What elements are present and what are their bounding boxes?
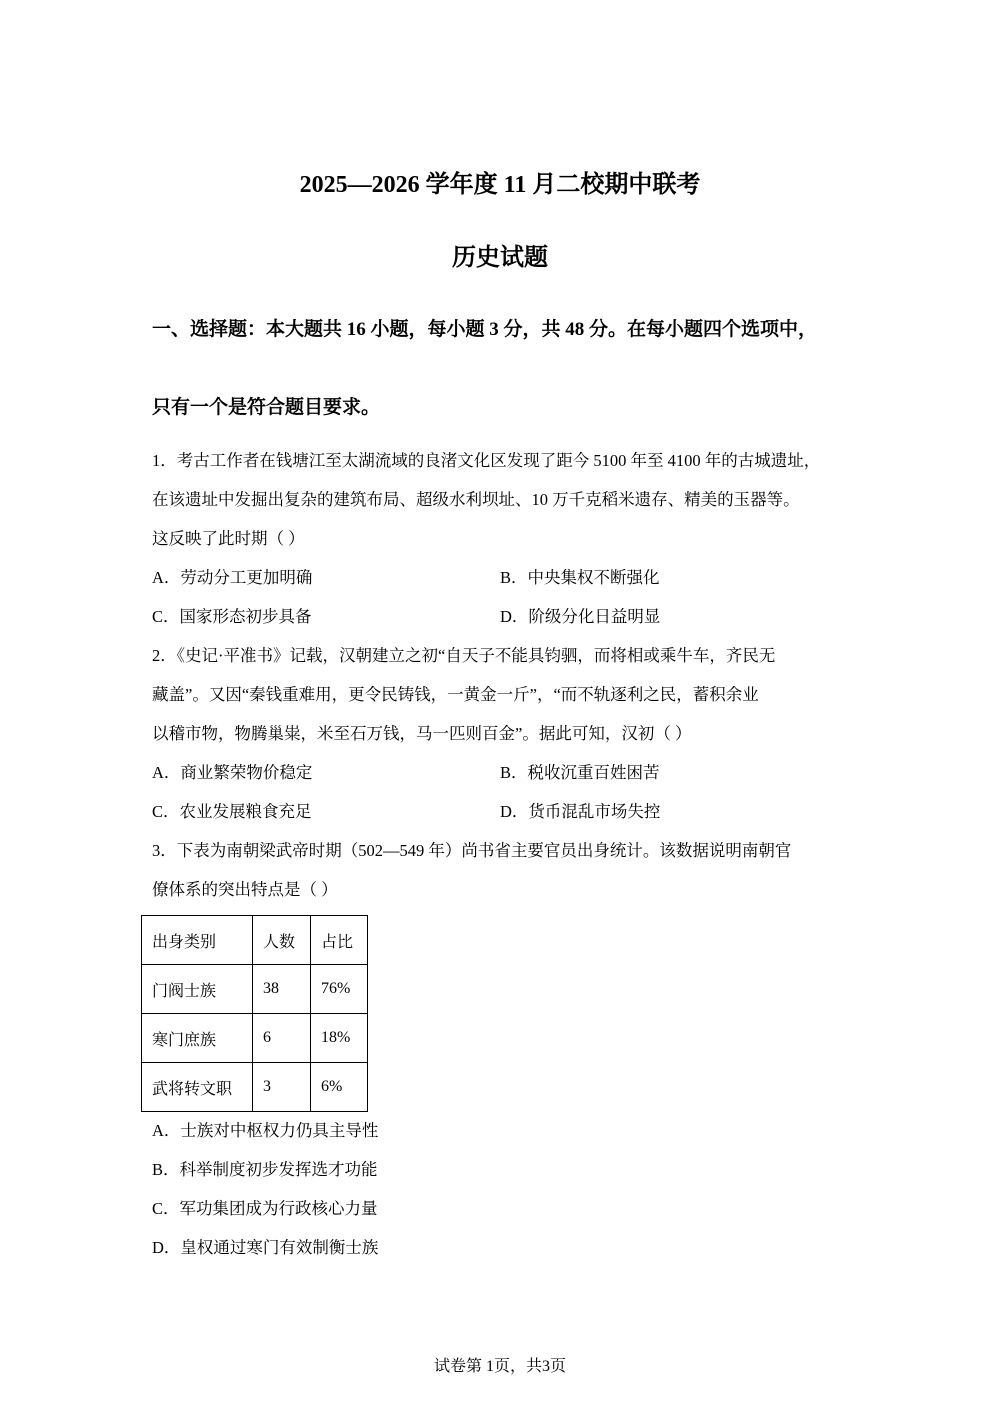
- table-cell: 3: [253, 1063, 311, 1112]
- question-1-text-line-2: 在该遗址中发掘出复杂的建筑布局、超级水利坝址、10 万千克稻米遗存、精美的玉器等。: [152, 490, 800, 509]
- official-origin-table: [141, 915, 368, 1112]
- table-cell: 6%: [311, 1063, 368, 1112]
- exam-title: 2025—2026 学年度 11 月二校期中联考: [299, 172, 701, 198]
- question-3-text-line-1: 3．下表为南朝梁武帝时期（502—549 年）尚书省主要官员出身统计。该数据说明南朝官: [152, 841, 792, 860]
- question-1-text-line-1: 1．考古工作者在钱塘江至太湖流域的良渚文化区发现了距今 5100 年至 4100 年的古城遗址，: [152, 451, 821, 470]
- question-2-text-line-3: 以稽市物，物腾巢粜，米至石万钱，马一匹则百金”。据此可知，汉初（ ）: [152, 724, 692, 743]
- table-row: [142, 1063, 368, 1112]
- table-cell: 18%: [311, 1014, 368, 1063]
- table-header-cell: 占比: [311, 916, 368, 965]
- table-row: [142, 1014, 368, 1063]
- table-header-cell: 出身类别: [142, 916, 253, 965]
- question-2-option-c: C．农业发展粮食充足: [152, 802, 312, 821]
- question-2-option-d: D．货币混乱市场失控: [500, 802, 661, 821]
- table-cell: 寒门庶族: [142, 1014, 253, 1063]
- page-footer: 试卷第 1页，共3页: [433, 1358, 566, 1375]
- question-3-option-a: A．士族对中枢权力仍具主导性: [152, 1121, 379, 1140]
- question-2-text-line-2: 藏盖”。又因“秦钱重难用，更令民铸钱，一黄金一斤”，“而不轨逐利之民，蓄积余业: [152, 685, 759, 704]
- question-1-option-a: A．劳动分工更加明确: [152, 568, 313, 587]
- table-cell: 76%: [311, 965, 368, 1014]
- table-cell: 门阀士族: [142, 965, 253, 1014]
- table-cell: 武将转文职: [142, 1063, 253, 1112]
- question-3-text-line-2: 僚体系的突出特点是（ ）: [152, 880, 338, 899]
- question-1-text-line-3: 这反映了此时期（ ）: [152, 529, 305, 548]
- table-cell: 6: [253, 1014, 311, 1063]
- table-header-cell: 人数: [253, 916, 311, 965]
- question-3-option-c: C．军功集团成为行政核心力量: [152, 1199, 378, 1218]
- section-heading-line-2: 只有一个是符合题目要求。: [152, 397, 381, 418]
- question-3-option-d: D．皇权通过寒门有效制衡士族: [152, 1238, 379, 1257]
- question-3-option-b: B．科举制度初步发挥选才功能: [152, 1160, 378, 1179]
- question-2-text-line-1: 2．《史记·平准书》记载，汉朝建立之初“自天子不能具钧驷，而将相或乘牛车，齐民无: [152, 646, 776, 665]
- question-1-option-b: B．中央集权不断强化: [500, 568, 660, 587]
- table-row: [142, 965, 368, 1014]
- table-header-row: [142, 916, 368, 965]
- question-1-option-d: D．阶级分化日益明显: [500, 607, 661, 626]
- question-2-option-b: B．税收沉重百姓困苦: [500, 763, 660, 782]
- section-heading-line-1: 一、选择题：本大题共 16 小题，每小题 3 分，共 48 分。在每小题四个选项中，: [152, 319, 818, 340]
- question-2-option-a: A．商业繁荣物价稳定: [152, 763, 313, 782]
- question-1-option-c: C．国家形态初步具备: [152, 607, 312, 626]
- table-cell: 38: [253, 965, 311, 1014]
- exam-subject: 历史试题: [452, 245, 548, 271]
